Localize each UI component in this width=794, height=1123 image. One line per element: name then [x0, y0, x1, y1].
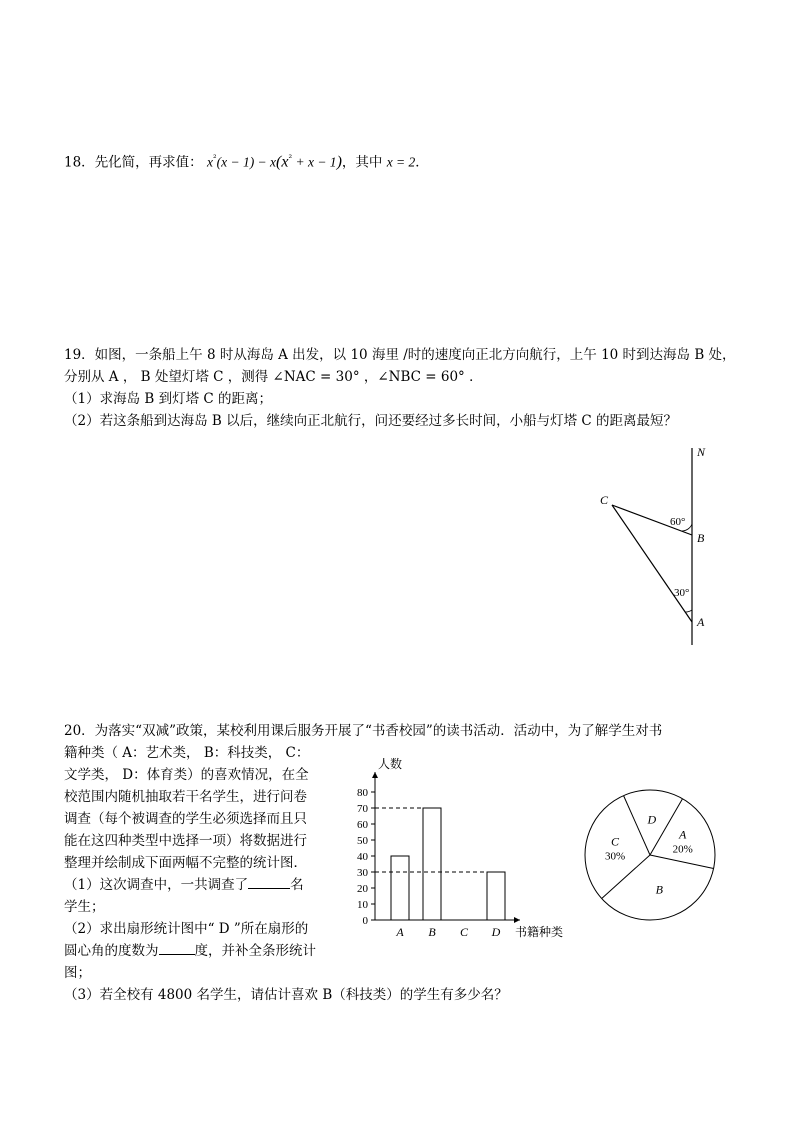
q18-number: 18．: [64, 154, 95, 171]
label-c: C: [600, 493, 609, 507]
y-tick-label: 60: [357, 819, 368, 831]
q18-cond: x = 2: [386, 154, 416, 170]
q20-p2c: 度，并补全条形统计: [194, 943, 316, 959]
q18-expr-a: x: [206, 154, 213, 170]
x-tick-label-C: C: [459, 925, 469, 939]
answer-blank-2[interactable]: [159, 940, 195, 955]
bar-A: [391, 856, 409, 920]
angle-label-a: 30°: [674, 587, 690, 599]
q20-p2b: 圆心角的度数为: [64, 943, 159, 959]
q18-intro: 先化简，再求值：: [94, 154, 203, 171]
label-n: N: [697, 445, 706, 459]
q18-expr-g: ): [336, 153, 342, 171]
y-tick-label: 0: [362, 915, 368, 927]
q20-line4: 校范围内随机抽取若干名学生，进行问卷: [64, 789, 307, 805]
x-tick-label-A: A: [396, 925, 404, 939]
angle-label-b: 60°: [670, 516, 686, 528]
x-tick-label-D: D: [491, 925, 501, 939]
q20-line3: 文学类， D：体育类）的喜欢情况，在全: [64, 767, 309, 783]
x-tick-label-B: B: [428, 925, 436, 939]
y-tick-label: 30: [357, 867, 368, 879]
q19-part1: （1）求海岛 B 到灯塔 C 的距离；: [64, 391, 273, 407]
q20-p1b: 名: [290, 877, 304, 893]
y-tick-label: 10: [357, 899, 368, 911]
y-tick-label: 70: [357, 803, 368, 815]
pie-label-C: C: [611, 834, 620, 849]
bar-B: [423, 808, 441, 920]
y-tick-label: 40: [357, 851, 368, 863]
pie-percent-C: 30%: [604, 850, 626, 863]
q20-p1c: 学生；: [64, 899, 105, 915]
answer-blank-1[interactable]: [248, 874, 290, 889]
q20-line5: 调查（每个被调查的学生必须选择而且只: [64, 811, 307, 827]
q19-line2: 分别从 A ， B 处望灯塔 C ，测得 ∠NAC = 30° ，∠NBC = 60° ．: [64, 369, 483, 385]
y-tick-label: 50: [357, 835, 368, 847]
angle-arc-a: [685, 610, 692, 612]
q19-line1: 19．如图，一条船上午 8 时从海岛 A 出发，以 10 海里 /时的速度向正北方向航行，上午 10 时到达海岛 B 处，: [64, 347, 736, 363]
q20-line2: 籍种类（ A：艺术类， B：科技类， C：: [64, 745, 310, 761]
pie-label-A: A: [678, 827, 687, 842]
bar-D: [487, 872, 505, 920]
label-a: A: [697, 615, 705, 629]
bar-ylabel: 人数: [378, 757, 403, 771]
pie-percent-A: 20%: [672, 843, 693, 856]
q18-end: ．: [415, 154, 429, 171]
q18-mid: ，其中: [341, 154, 383, 171]
bar-chart: [340, 754, 580, 944]
y-tick-label: 80: [357, 787, 368, 799]
q18-expr-c: (x − 1) − x: [216, 154, 277, 170]
q18-expr-d: (x: [276, 153, 289, 171]
q20-p2a: （2）求出扇形统计图中“ D ”所在扇形的: [64, 921, 309, 937]
q20-p1a: （1）这次调查中，一共调查了: [64, 877, 249, 893]
q20-part2b: [64, 940, 316, 962]
q20-line7: 整理并绘制成下面两幅不完整的统计图．: [64, 855, 307, 871]
q18-line: [64, 148, 429, 174]
q20-part1: [64, 874, 304, 896]
q20-line6: 能在这四种类型中选择一项）将数据进行: [64, 833, 307, 849]
y-tick-label: 20: [357, 883, 368, 895]
q20-line1: 20．为落实“双减”政策，某校利用课后服务开展了“书香校园”的读书活动．活动中，为了解学生对书: [64, 723, 663, 739]
lighthouse-figure: [590, 440, 730, 650]
q18-expr-f: + x − 1: [292, 154, 337, 170]
q20-p2d: 图；: [64, 965, 91, 981]
bar-xlabel: 书籍种类: [515, 925, 564, 939]
pie-chart: [580, 782, 720, 928]
q18-expr-e: ²: [288, 154, 293, 164]
q18-expr-b: ²: [212, 154, 217, 164]
q20-p3: （3）若全校有 4800 名学生，请估计喜欢 B（科技类）的学生有多少名？: [64, 987, 508, 1003]
label-b: B: [697, 531, 705, 545]
q19-part2: （2）若这条船到达海岛 B 以后，继续向正北航行，问还要经过多长时间，小船与灯塔 C 的距离最短？: [64, 413, 678, 429]
pie-label-B: B: [655, 882, 663, 897]
pie-label-D: D: [647, 812, 657, 827]
